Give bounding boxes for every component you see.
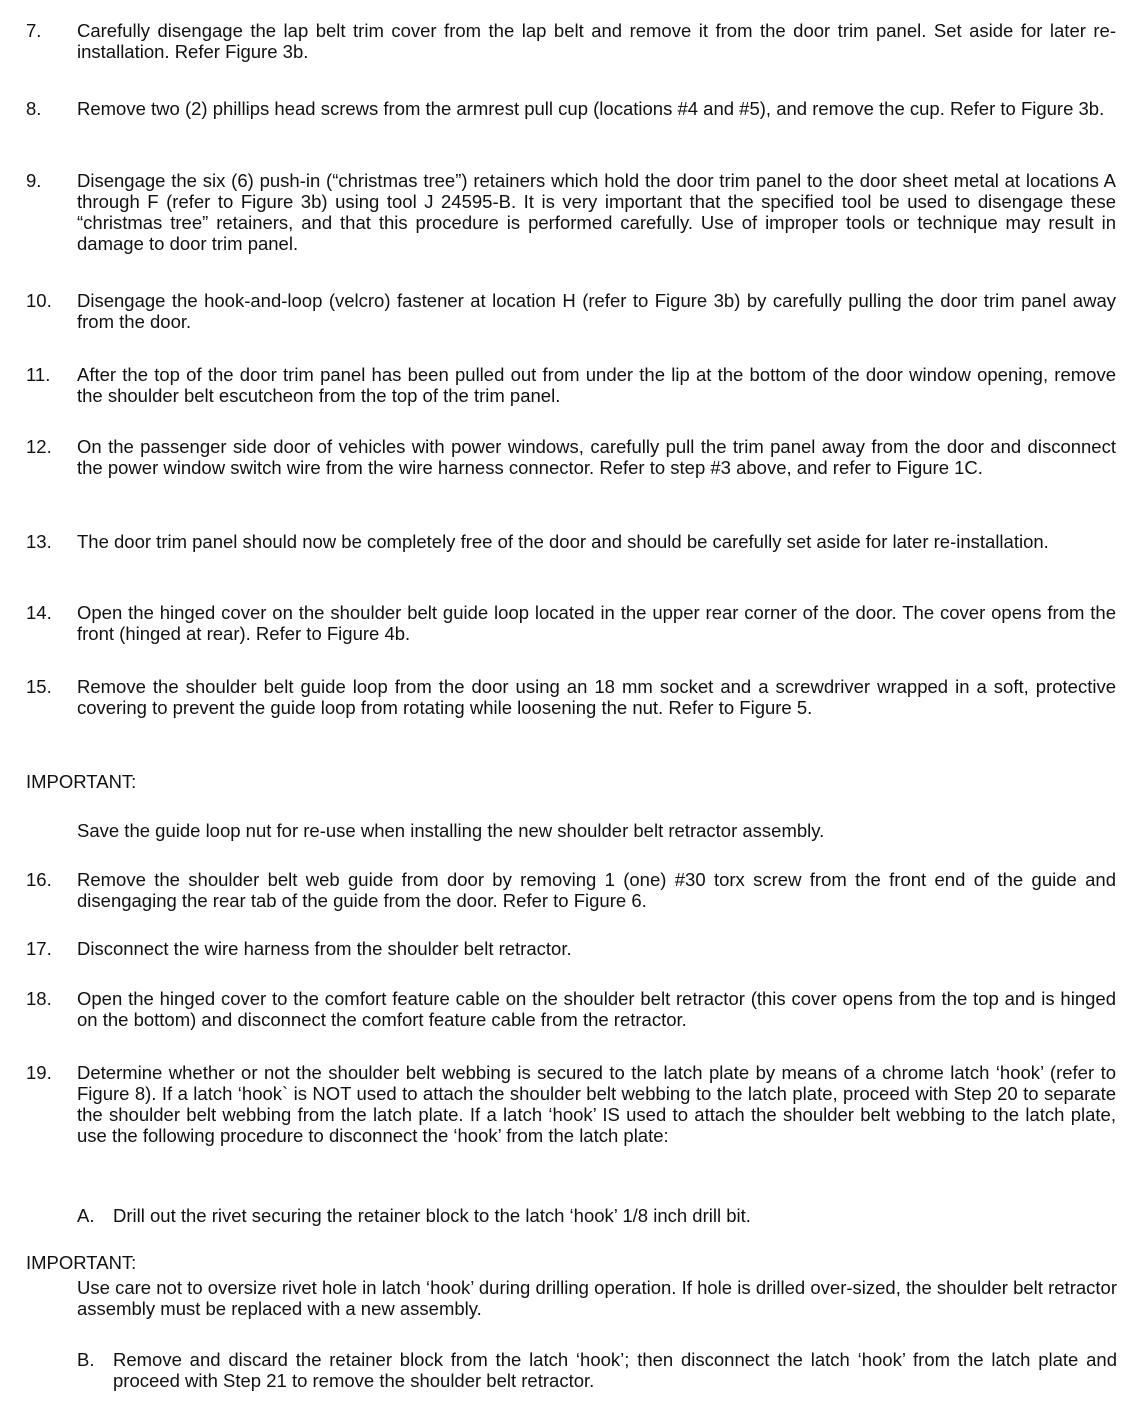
step-text: Disengage the hook-and-loop (velcro) fastener at location H (refer to Figure 3b) by carefully pulling the door trim panel away from the door. bbox=[77, 290, 1116, 332]
substep-b bbox=[77, 1349, 1117, 1391]
substep-text: Remove and discard the retainer block from the latch ‘hook’; then disconnect the latch ‘hook’ from the latch plate and proceed with Step 21 to remove the shoulder belt retractor. bbox=[113, 1349, 1117, 1391]
step-number: 10. bbox=[26, 290, 52, 311]
step-7 bbox=[26, 20, 1116, 62]
step-text: Remove the shoulder belt guide loop from the door using an 18 mm socket and a screwdriver wrapped in a soft, protective covering to prevent the guide loop from rotating while loosening the nut. Refer to Figure 5. bbox=[77, 676, 1116, 718]
step-12 bbox=[26, 436, 1116, 478]
step-text: Open the hinged cover on the shoulder belt guide loop located in the upper rear corner of the door. The cover opens from the front (hinged at rear). Refer to Figure 4b. bbox=[77, 602, 1116, 644]
step-number: 15. bbox=[26, 676, 52, 697]
important-note: Save the guide loop nut for re-use when installing the new shoulder belt retractor assembly. bbox=[77, 820, 825, 841]
step-18 bbox=[26, 988, 1116, 1030]
step-number: 14. bbox=[26, 602, 52, 623]
step-19 bbox=[26, 1062, 1116, 1146]
substep-letter: A. bbox=[77, 1205, 95, 1226]
step-text: After the top of the door trim panel has been pulled out from under the lip at the bottom of the door window opening, remove the shoulder belt escutcheon from the top of the trim panel. bbox=[77, 364, 1116, 406]
step-number: 13. bbox=[26, 531, 52, 552]
step-10 bbox=[26, 290, 1116, 332]
step-text: The door trim panel should now be completely free of the door and should be carefully set aside for later re-installation. bbox=[77, 531, 1049, 552]
substep-letter: B. bbox=[77, 1349, 95, 1370]
important-note-2: Use care not to oversize rivet hole in latch ‘hook’ during drilling operation. If hole is drilled over-sized, the shoulder belt retractor assembly must be replaced with a new assembly. bbox=[77, 1277, 1117, 1319]
step-number: 9. bbox=[26, 170, 42, 191]
substep-a bbox=[77, 1205, 1117, 1226]
step-9 bbox=[26, 170, 1116, 254]
step-text: Remove two (2) phillips head screws from the armrest pull cup (locations #4 and #5), and remove the cup. Refer to Figure 3b. bbox=[77, 98, 1105, 119]
step-number: 12. bbox=[26, 436, 52, 457]
step-number: 18. bbox=[26, 988, 52, 1009]
step-17 bbox=[26, 938, 1116, 959]
step-number: 8. bbox=[26, 98, 42, 119]
step-number: 17. bbox=[26, 938, 52, 959]
step-16 bbox=[26, 869, 1116, 911]
step-number: 11. bbox=[26, 364, 51, 385]
step-13 bbox=[26, 531, 1116, 552]
step-8 bbox=[26, 98, 1116, 119]
step-text: Disconnect the wire harness from the shoulder belt retractor. bbox=[77, 938, 572, 959]
step-text: Disengage the six (6) push-in (“christmas tree”) retainers which hold the door trim panel to the door sheet metal at locations A through F (refer to Figure 3b) using tool J 24595-B. It is very important that the specified tool be used to disengage these “christmas tree” retainers, and that this procedure is performed carefully. Use of improper tools or technique may result in damage to door trim panel. bbox=[77, 170, 1116, 254]
step-text: Remove the shoulder belt web guide from door by removing 1 (one) #30 torx screw from the front end of the guide and disengaging the rear tab of the guide from the door. Refer to Figure 6. bbox=[77, 869, 1116, 911]
step-text: Carefully disengage the lap belt trim cover from the lap belt and remove it from the door trim panel. Set aside for later re-installation. Refer Figure 3b. bbox=[77, 20, 1116, 62]
step-number: 7. bbox=[26, 20, 42, 41]
important-heading-2: IMPORTANT: bbox=[26, 1252, 137, 1273]
step-14 bbox=[26, 602, 1116, 644]
step-number: 16. bbox=[26, 869, 52, 890]
step-15 bbox=[26, 676, 1116, 718]
step-number: 19. bbox=[26, 1062, 52, 1083]
important-heading: IMPORTANT: bbox=[26, 771, 137, 792]
step-text: On the passenger side door of vehicles with power windows, carefully pull the trim panel away from the door and disconnect the power window switch wire from the wire harness connector. Refer to step #3 above, and refer to Figure 1C. bbox=[77, 436, 1116, 478]
step-text: Determine whether or not the shoulder belt webbing is secured to the latch plate by means of a chrome latch ‘hook’ (refer to Figure 8). If a latch ‘hook` is NOT used to attach the shoulder belt webbing to the latch plate, proceed with Step 20 to separate the shoulder belt webbing from the latch plate. If a latch ‘hook’ IS used to attach the shoulder belt webbing to the latch plate, use the following procedure to disconnect the ‘hook’ from the latch plate: bbox=[77, 1062, 1116, 1146]
substep-text: Drill out the rivet securing the retainer block to the latch ‘hook’ 1/8 inch drill bit. bbox=[113, 1205, 751, 1226]
step-11 bbox=[26, 364, 1116, 406]
step-text: Open the hinged cover to the comfort feature cable on the shoulder belt retractor (this cover opens from the top and is hinged on the bottom) and disconnect the comfort feature cable from the retractor. bbox=[77, 988, 1116, 1030]
